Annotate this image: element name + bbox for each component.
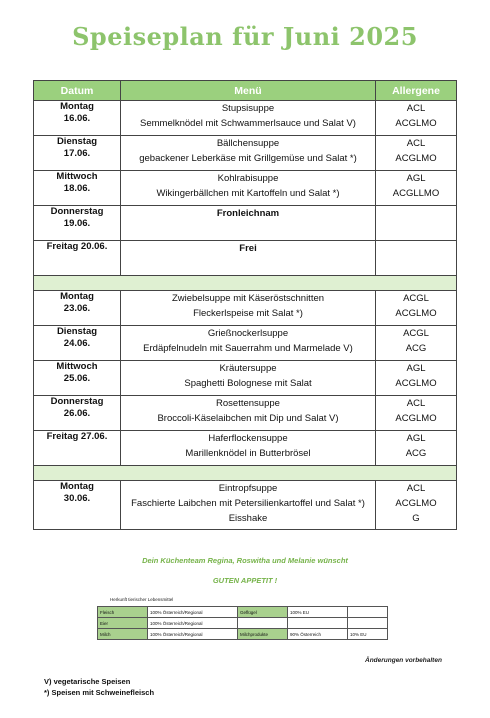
dish: Stupsisuppe — [221, 103, 275, 114]
day-name: Dienstag — [56, 326, 98, 337]
day-cell — [34, 481, 121, 530]
origin-cell: 100% Österreich/Regional — [148, 618, 238, 629]
greeting: GUTEN APPETIT ! — [212, 576, 278, 585]
header-allergens: Allergene — [376, 81, 457, 101]
allergen-cell — [376, 241, 457, 276]
allergen-cell — [376, 101, 457, 136]
menu-cell — [121, 481, 376, 530]
menu-table — [33, 80, 457, 530]
day-date: 18.06. — [63, 183, 91, 194]
day-name: Montag — [60, 101, 94, 112]
allergen-code: ACGLMO — [395, 378, 437, 389]
day-cell — [34, 101, 121, 136]
allergen-code: G — [412, 513, 420, 524]
day-note: Fronleichnam — [216, 208, 280, 219]
menu-cell — [121, 431, 376, 466]
allergen-cell — [376, 136, 457, 171]
allergen-cell — [376, 206, 457, 241]
dish: Grießnockerlsuppe — [207, 328, 289, 339]
dish: Eisshake — [228, 513, 268, 524]
allergen-code: ACGL — [403, 293, 429, 304]
day-note: Frei — [239, 243, 257, 254]
day-name: Mittwoch — [56, 171, 98, 182]
day-name: Donnerstag — [50, 396, 104, 407]
day-date: 26.06. — [63, 408, 91, 419]
origin-title: Herkunft tierischer Lebensmittel — [110, 597, 174, 602]
day-cell — [34, 361, 121, 396]
allergen-code: ACG — [405, 448, 427, 459]
allergen-cell — [376, 291, 457, 326]
day-cell — [34, 291, 121, 326]
origin-table — [97, 606, 388, 640]
allergen-code: AGL — [406, 363, 426, 374]
dish: Broccoli-Käselaibchen mit Dip und Salat V) — [157, 413, 339, 424]
allergen-code: AGL — [406, 433, 426, 444]
menu-cell — [121, 206, 376, 241]
origin-cell: 90% Österreich — [288, 629, 348, 640]
header-date: Datum — [34, 81, 121, 101]
day-row — [34, 481, 457, 530]
day-row — [34, 396, 457, 431]
day-date: 30.06. — [63, 493, 91, 504]
allergen-code: AGL — [406, 173, 426, 184]
origin-cell: 100% Österreich/Regional — [148, 607, 238, 618]
dish: Haferflockensuppe — [208, 433, 288, 444]
day-name: Montag — [60, 291, 94, 302]
menu-cell — [121, 101, 376, 136]
dish: Bällchensuppe — [216, 138, 280, 149]
day-cell — [34, 171, 121, 206]
day-date: 23.06. — [63, 303, 91, 314]
origin-row — [98, 618, 388, 629]
day-date: 17.06. — [63, 148, 91, 159]
day-name: Freitag 27.06. — [46, 431, 108, 442]
week-separator — [34, 276, 457, 291]
menu-cell — [121, 326, 376, 361]
dish: Erdäpfelnudeln mit Sauerrahm und Marmelade V) — [143, 343, 353, 354]
day-row — [34, 136, 457, 171]
allergen-code: ACGLLMO — [392, 188, 440, 199]
allergen-code: ACGLMO — [395, 118, 437, 129]
origin-cell: 100% Österreich/Regional — [148, 629, 238, 640]
dish: Eintropfsuppe — [218, 483, 278, 494]
origin-cell: 100% EU — [288, 607, 348, 618]
origin-cell: Fleisch — [98, 607, 148, 618]
day-name: Freitag 20.06. — [46, 241, 108, 252]
origin-cell: Milchprodukte — [238, 629, 288, 640]
day-row — [34, 291, 457, 326]
menu-cell — [121, 291, 376, 326]
menu-cell — [121, 241, 376, 276]
week-separator — [34, 466, 457, 481]
dish: Marillenknödel in Butterbrösel — [185, 448, 311, 459]
day-name: Dienstag — [56, 136, 98, 147]
team-message: Dein Küchenteam Regina, Roswitha und Melanie wünscht — [142, 556, 348, 565]
menu-cell — [121, 171, 376, 206]
menu-body — [34, 101, 457, 530]
day-name: Donnerstag — [50, 206, 104, 217]
day-row — [34, 101, 457, 136]
allergen-code: ACL — [406, 138, 426, 149]
origin-row — [98, 607, 388, 618]
allergen-cell — [376, 396, 457, 431]
dish: Kräutersuppe — [219, 363, 277, 374]
day-name: Mittwoch — [56, 361, 98, 372]
day-date: 19.06. — [63, 218, 91, 229]
day-row — [34, 241, 457, 276]
allergen-cell — [376, 481, 457, 530]
menu-cell — [121, 136, 376, 171]
day-cell — [34, 396, 121, 431]
origin-cell: Geflügel — [238, 607, 288, 618]
day-cell — [34, 326, 121, 361]
day-row — [34, 361, 457, 396]
allergen-code: ACG — [405, 343, 427, 354]
allergen-code: ACL — [406, 103, 426, 114]
origin-cell — [348, 607, 388, 618]
day-row — [34, 431, 457, 466]
dish: Spaghetti Bolognese mit Salat — [184, 378, 312, 389]
allergen-code: ACGLMO — [395, 413, 437, 424]
day-date: 25.06. — [63, 373, 91, 384]
allergen-cell — [376, 326, 457, 361]
dish: Fleckerlspeise mit Salat *) — [193, 308, 303, 319]
origin-cell: Eier — [98, 618, 148, 629]
allergen-code: ACGLMO — [395, 498, 437, 509]
allergen-cell — [376, 171, 457, 206]
origin-row — [98, 629, 388, 640]
day-row — [34, 326, 457, 361]
day-name: Montag — [60, 481, 94, 492]
dish: Rosettensuppe — [216, 398, 280, 409]
allergen-code: ACGLMO — [395, 308, 437, 319]
day-date: 24.06. — [63, 338, 91, 349]
dish: Semmelknödel mit Schwammerlsauce und Salat V) — [140, 118, 356, 129]
allergen-code: ACL — [406, 483, 426, 494]
allergen-cell — [376, 361, 457, 396]
day-cell — [34, 431, 121, 466]
day-cell — [34, 136, 121, 171]
dish: Kohlrabisuppe — [217, 173, 279, 184]
legend-vegetarian: V) vegetarische Speisen — [44, 677, 131, 686]
origin-cell — [288, 618, 348, 629]
changes-note: Änderungen vorbehalten — [365, 657, 442, 664]
menu-cell — [121, 396, 376, 431]
day-cell — [34, 241, 121, 276]
day-row — [34, 206, 457, 241]
allergen-code: ACL — [406, 398, 426, 409]
dish: Zwiebelsuppe mit Käseröstschnitten — [171, 293, 325, 304]
menu-cell — [121, 361, 376, 396]
allergen-cell — [376, 431, 457, 466]
day-row — [34, 171, 457, 206]
day-date: 16.06. — [63, 113, 91, 124]
dish: Faschierte Laibchen mit Petersilienkartoffel und Salat *) — [131, 498, 365, 509]
day-cell — [34, 206, 121, 241]
page-title: Speiseplan für Juni 2025 — [72, 22, 418, 51]
dish: gebackener Leberkäse mit Grillgemüse und Salat *) — [139, 153, 357, 164]
origin-cell: 10% EU — [348, 629, 388, 640]
allergen-code: ACGLMO — [395, 153, 437, 164]
origin-cell: Milch — [98, 629, 148, 640]
header-menu: Menü — [121, 81, 376, 101]
allergen-code: ACGL — [403, 328, 429, 339]
legend-pork: *) Speisen mit Schweinefleisch — [44, 688, 155, 697]
menu-header-row — [34, 81, 457, 101]
dish: Wikingerbällchen mit Kartoffeln und Salat *) — [156, 188, 340, 199]
origin-cell — [348, 618, 388, 629]
legend — [44, 676, 154, 698]
origin-cell — [238, 618, 288, 629]
